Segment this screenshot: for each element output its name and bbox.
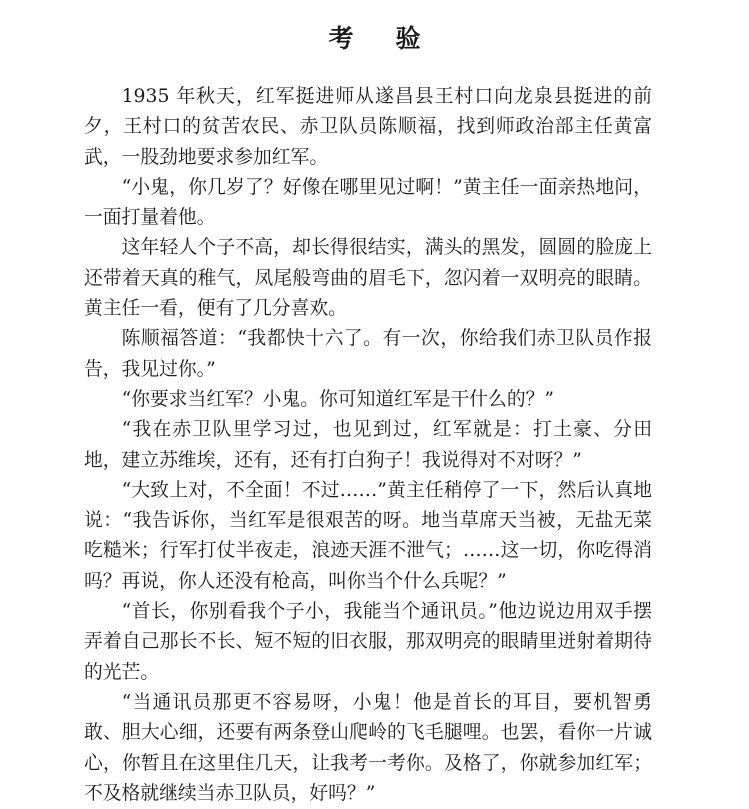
paragraph-3: 这年轻人个子不高，却长得很结实，满头的黑发，圆圆的脸庞上还带着天真的稚气，凤尾般弯曲的眉毛下，忽闪着一双明亮的眼睛。黄主任一看，便有了几分喜欢。: [84, 237, 652, 320]
paragraph-1: 1935 年秋天，红军挺进师从遂昌县王村口向龙泉县挺进的前夕，王村口的贫苦农民、赤卫队员陈顺福，找到师政治部主任黄富武，一股劲地要求参加红军。: [84, 86, 652, 168]
paragraph-8: “首长，你别看我个子小，我能当个通讯员。”他边说边用双手摆弄着自己那长不长、短不短的旧衣服，那双明亮的眼睛里迸射着期待的光芒。: [84, 601, 652, 683]
paragraph-7: “大致上对，不全面！不过……”黄主任稍停了一下，然后认真地说：“我告诉你，当红军是很艰苦的呀。地当草席天当被，无盐无菜吃糙米；行军打仗半夜走，浪迹天涯不泄气；……这一切，你吃得消吗？再说，你人还没有枪高，叫你当个什么兵呢？”: [84, 479, 652, 592]
title-char-2: 验: [395, 23, 421, 53]
paragraph-6: “我在赤卫队里学习过，也见到过，红军就是：打土豪、分田地，建立苏维埃，还有，还有打白狗子！我说得对不对呀？”: [84, 419, 652, 471]
paragraph-9: “当通讯员那更不容易呀，小鬼！他是首长的耳目，要机智勇敢、胆大心细，还要有两条登山爬岭的飞毛腿哩。也罢，看你一片诚心，你暂且在这里住几天，让我考一考你。及格了，你就参加红军；不及格就继续当赤卫队员，好吗？”: [84, 691, 652, 804]
paragraph-5: “你要求当红军？小鬼。你可知道红军是干什么的？”: [121, 388, 554, 410]
article-body: [84, 82, 652, 809]
page-title: [0, 23, 749, 55]
paragraph-2: “小鬼，你几岁了？好像在哪里见过啊！”黄主任一面亲热地问，一面打量着他。: [84, 176, 652, 229]
title-char-1: 考: [328, 23, 354, 53]
paragraph-4: 陈顺福答道：“我都快十六了。有一次，你给我们赤卫队员作报告，我见过你。”: [84, 328, 652, 380]
